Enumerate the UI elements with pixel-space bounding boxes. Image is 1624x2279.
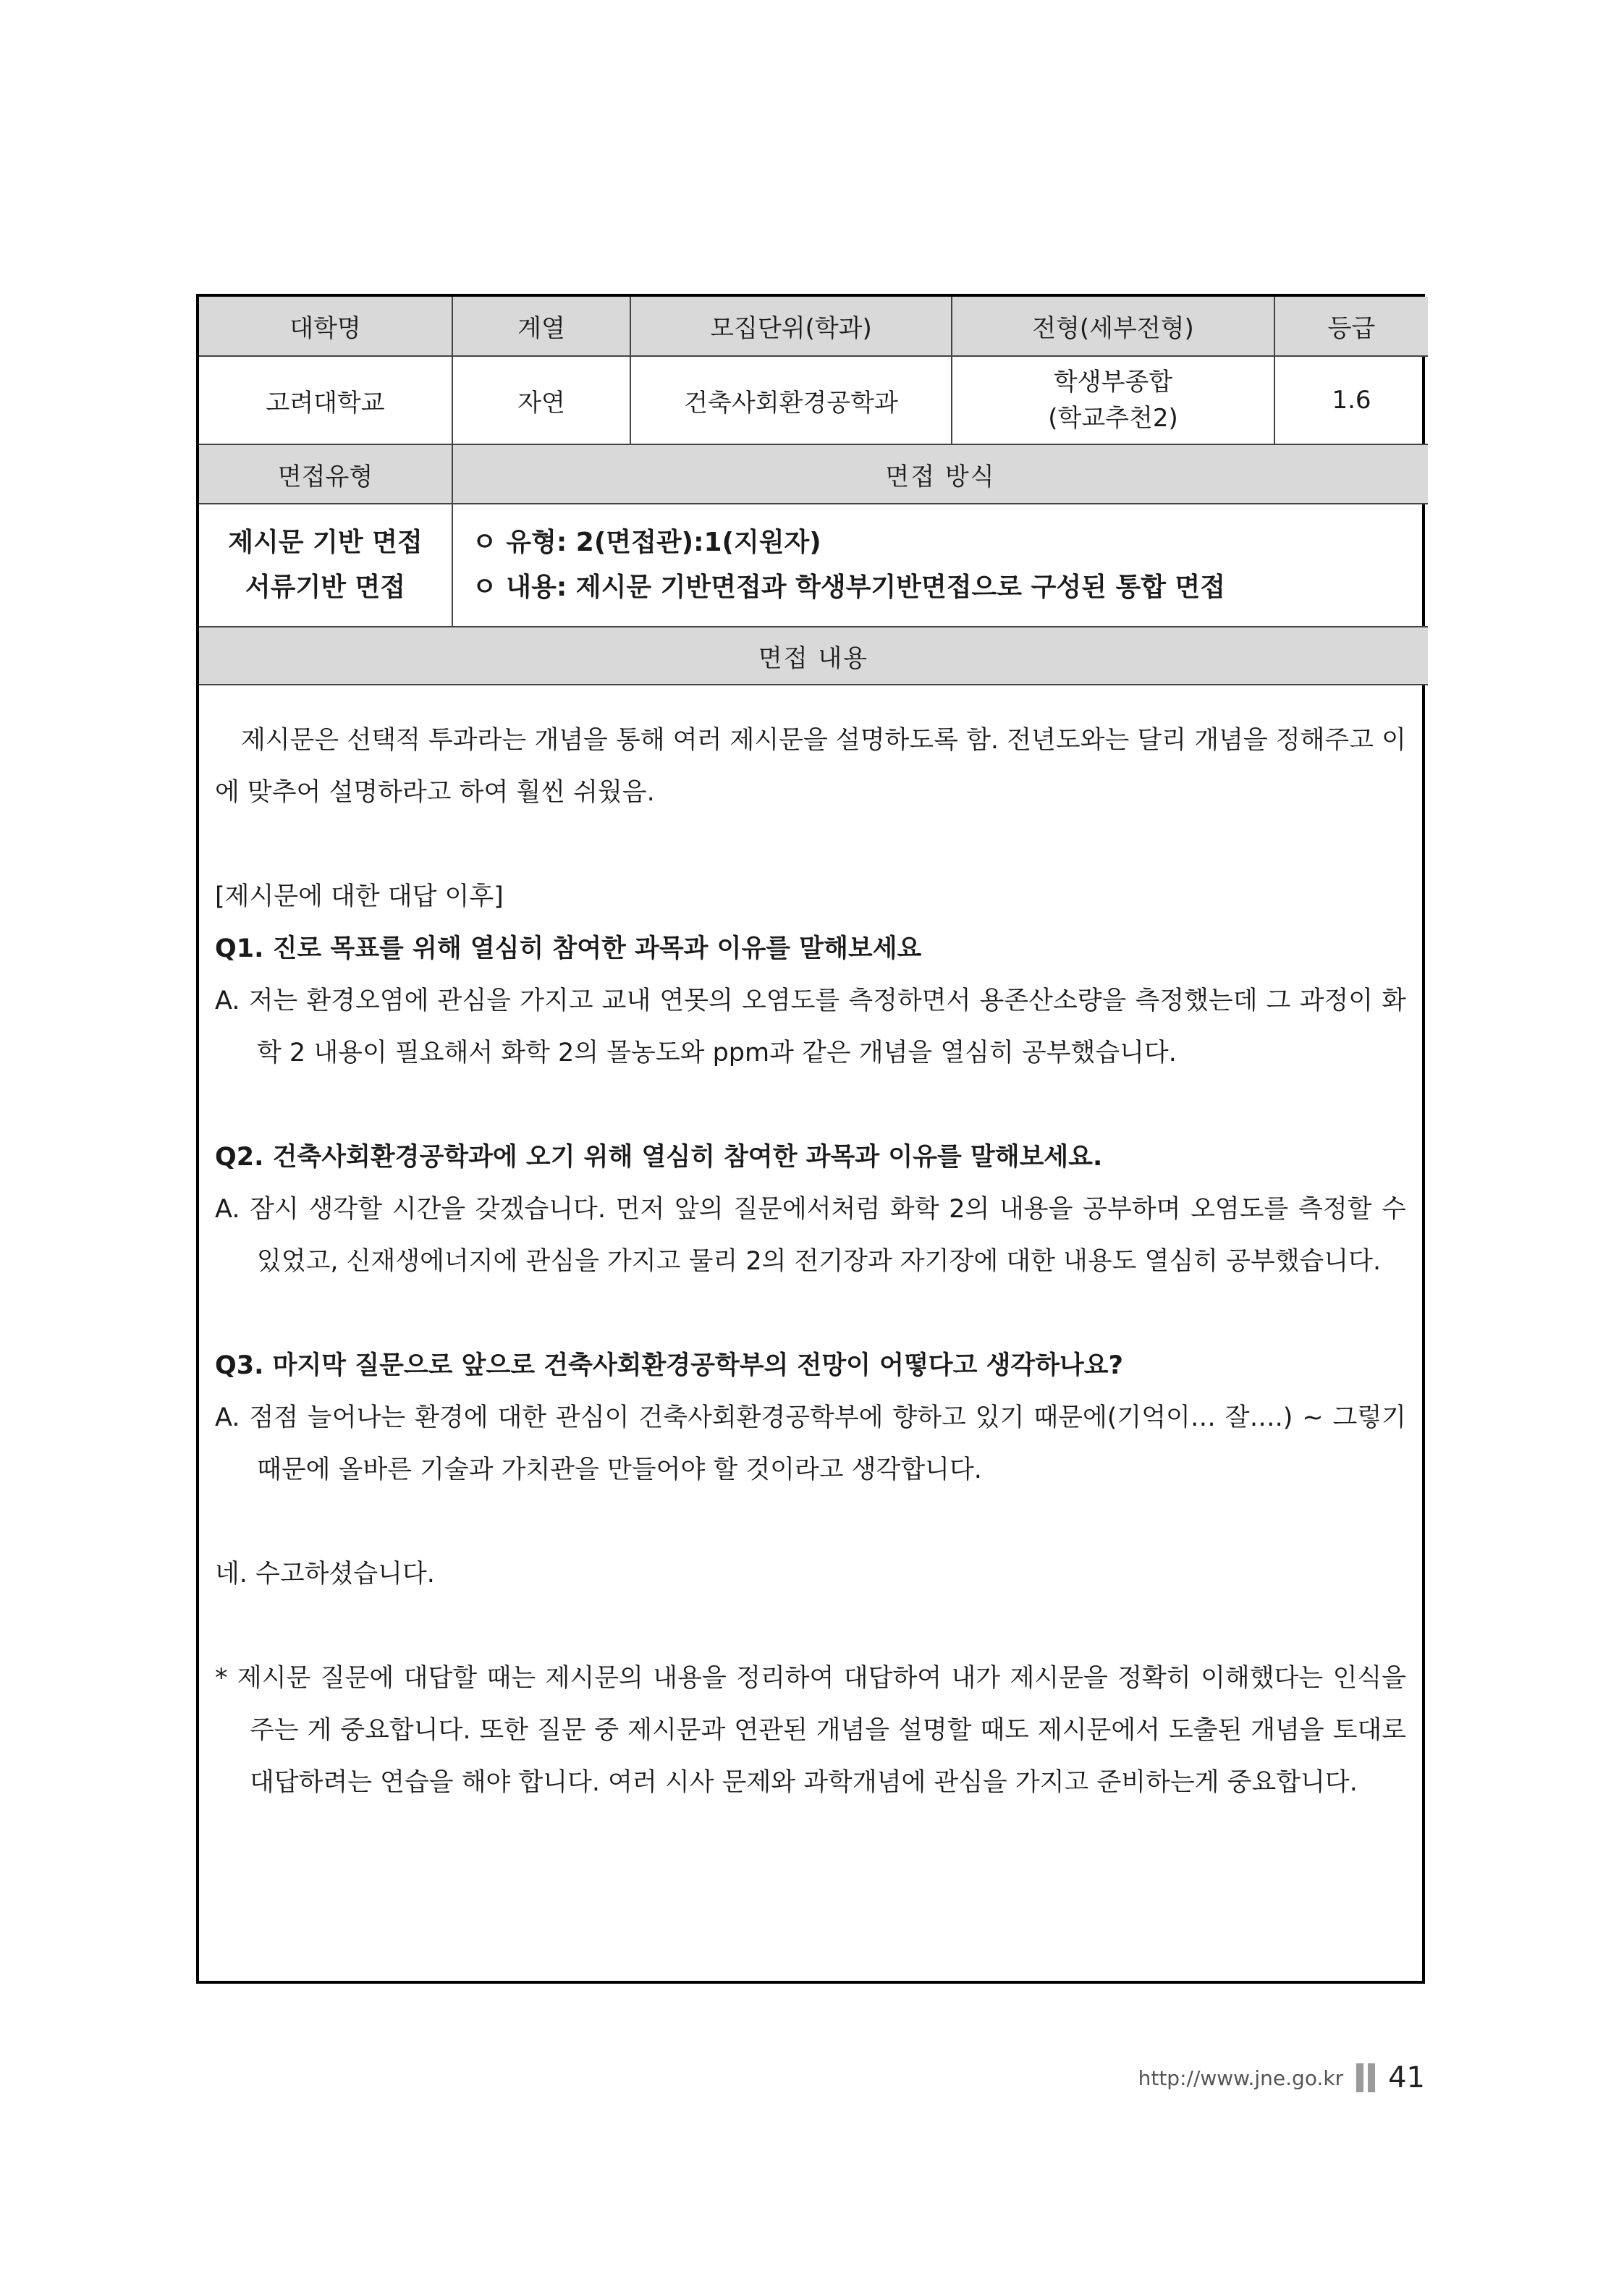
interview-record-sheet [196, 294, 1425, 1984]
header-interview-method: 면접 방식 [452, 444, 1428, 504]
header-track: 계열 [452, 297, 630, 356]
answer-3: A. 점점 늘어나는 환경에 대한 관심이 건축사회환경공학부에 향하고 있기 때문에(기억이… 잘….) ~ 그렇기 때문에 올바른 기술과 가치관을 만들어야 할 것이라고 생각합니다. [215, 1403, 1406, 1484]
method-line-2: ㅇ 내용: 제시문 기반면접과 학생부기반면접으로 구성된 통합 면접 [472, 572, 1226, 602]
header-admission: 전형(세부전형) [952, 297, 1274, 356]
cell-department: 건축사회환경공학과 [630, 356, 952, 444]
page-footer [1138, 2060, 1425, 2096]
cell-track: 자연 [452, 356, 630, 444]
header-interview-type: 면접유형 [199, 444, 452, 504]
header-department: 모집단위(학과) [630, 297, 952, 356]
method-line-1: ㅇ 유형: 2(면접관):1(지원자) [472, 528, 821, 557]
header-university: 대학명 [199, 297, 452, 356]
intro-paragraph: 제시문은 선택적 투과라는 개념을 통해 여러 제시문을 설명하도록 함. 전년도와는 달리 개념을 정해주고 이에 맞추어 설명하라고 하여 훨씬 쉬웠음. [215, 726, 1406, 807]
answer-2: A. 잠시 생각할 시간을 갖겠습니다. 먼저 앞의 질문에서처럼 화학 2의 내용을 공부하며 오염도를 측정할 수 있었고, 신재생에너지에 관심을 가지고 물리 2의 전기장과 자기장에 대한 내용도 열심히 공부했습니다. [215, 1195, 1406, 1276]
admission-line-1: 학생부종합 [1053, 368, 1173, 397]
question-3: Q3. 마지막 질문으로 앞으로 건축사회환경공학부의 전망이 어떻다고 생각하나요? [215, 1351, 1123, 1380]
answer-1: A. 저는 환경오염에 관심을 가지고 교내 연못의 오염도를 측정하면서 용존산소량을 측정했는데 그 과정이 화학 2 내용이 필요해서 화학 2의 몰농도와 ppm과 같은 개념을 열심히 공부했습니다. [215, 986, 1406, 1067]
type-line-1: 제시문 기반 면접 [228, 528, 423, 557]
footer-url: http://www.jne.go.kr [1138, 2066, 1344, 2090]
info-table [199, 297, 1428, 685]
interview-content [199, 685, 1422, 1809]
footer-bar-icon [1356, 2063, 1375, 2092]
header-interview-content: 면접 내용 [199, 627, 1428, 685]
type-line-2: 서류기반 면접 [245, 572, 406, 602]
section-label: [제시문에 대한 대답 이후] [215, 882, 504, 911]
cell-interview-type [199, 504, 452, 627]
cell-grade: 1.6 [1274, 356, 1428, 444]
cell-university: 고려대학교 [199, 356, 452, 444]
question-2: Q2. 건축사회환경공학과에 오기 위해 열심히 참여한 과목과 이유를 말해보세요. [215, 1143, 1103, 1172]
question-1: Q1. 진로 목표를 위해 열심히 참여한 과목과 이유를 말해보세요 [215, 934, 922, 963]
closing-remark: 네. 수고하셨습니다. [215, 1560, 435, 1589]
admission-line-2: (학교추천2) [1048, 404, 1178, 433]
page-number: 41 [1388, 2061, 1425, 2094]
cell-admission [952, 356, 1274, 444]
advice-note: * 제시문 질문에 대답할 때는 제시문의 내용을 정리하여 대답하여 내가 제시문을 정확히 이해했다는 인식을 주는 게 중요합니다. 또한 질문 중 제시문과 연관된 개념을 설명할 때도 제시문에서 도출된 개념을 토대로 대답하려는 연습을 해야 합니다. 여러 시사 문제와 과학개념에 관심을 가지고 준비하는게 중요합니다. [215, 1664, 1406, 1797]
cell-interview-method [452, 504, 1428, 627]
header-grade: 등급 [1274, 297, 1428, 356]
